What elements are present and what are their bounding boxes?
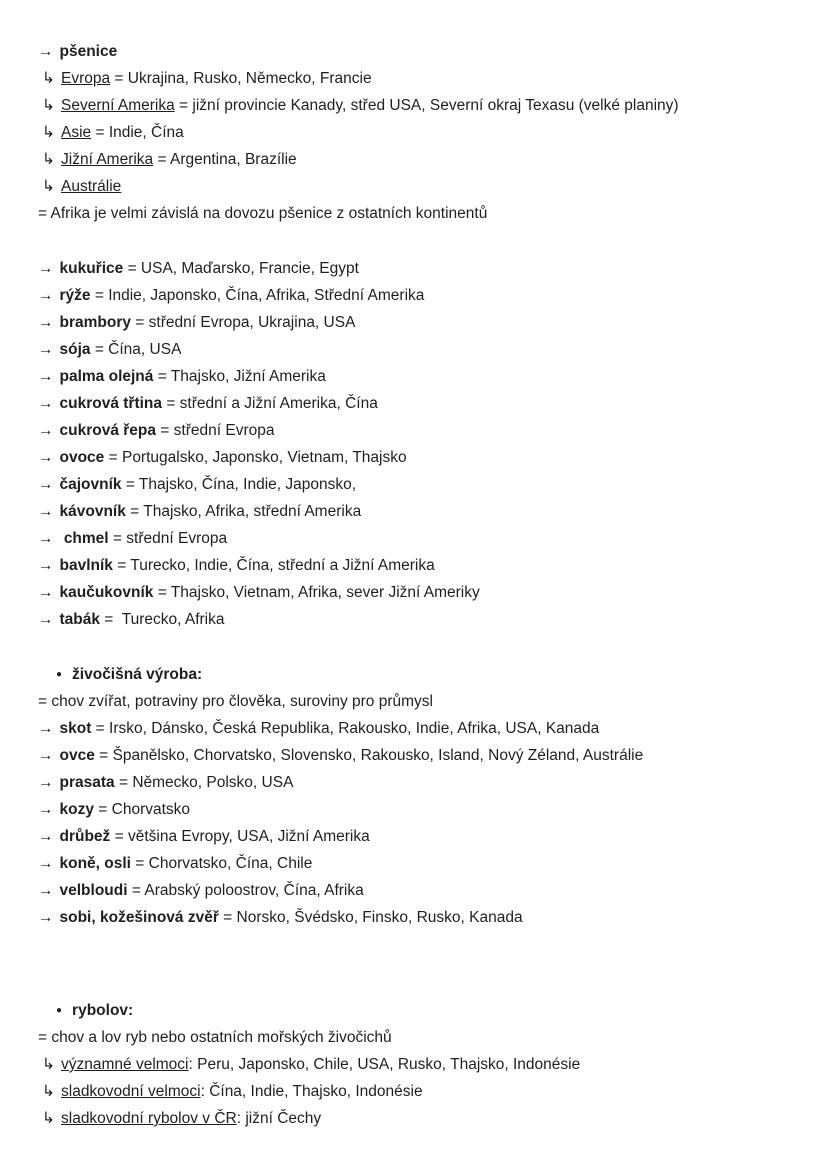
- term-label: skot: [59, 720, 92, 737]
- arrow-icon: →: [38, 476, 54, 493]
- arrow-icon: →: [38, 611, 54, 628]
- term-label: palma olejná: [59, 368, 154, 385]
- subarrow-icon: ↳: [42, 178, 55, 195]
- region-label: Evropa: [61, 70, 111, 87]
- term-label: prasata: [59, 774, 115, 791]
- doc-line: [38, 282, 792, 309]
- line-text: = Thajsko, Jižní Amerika: [153, 368, 326, 385]
- arrow-icon: →: [38, 503, 54, 520]
- term-label: ovce: [59, 747, 95, 764]
- arrow-icon: →: [38, 314, 54, 331]
- line-text: = chov a lov ryb nebo ostatních mořských živočichů: [38, 1029, 392, 1046]
- line-text: = Německo, Polsko, USA: [114, 774, 294, 791]
- term-label: sója: [59, 341, 91, 358]
- region-label: Asie: [61, 124, 92, 141]
- arrow-icon: →: [38, 774, 54, 791]
- subarrow-icon: ↳: [42, 124, 55, 141]
- doc-line: [38, 661, 792, 688]
- region-label: Severní Amerika: [61, 97, 175, 114]
- line-text: = Ukrajina, Rusko, Německo, Francie: [110, 70, 372, 87]
- line-text: = Čína, USA: [90, 341, 182, 358]
- line-text: = Chorvatsko: [93, 801, 191, 818]
- term-label: brambory: [59, 314, 131, 331]
- arrow-icon: →: [38, 530, 54, 547]
- doc-line: [38, 579, 792, 606]
- line-text: = střední Evropa: [108, 530, 228, 547]
- doc-line: [38, 904, 792, 931]
- bullet-icon: ●: [56, 669, 63, 680]
- arrow-icon: →: [38, 368, 54, 385]
- arrow-icon: →: [38, 449, 54, 466]
- line-text: = Turecko, Afrika: [100, 611, 225, 628]
- doc-line: [38, 119, 792, 146]
- doc-line: [38, 796, 792, 823]
- term-label: cukrová řepa: [59, 422, 156, 439]
- term-label: čajovník: [59, 476, 122, 493]
- doc-line: [38, 525, 792, 552]
- line-text: = Afrika je velmi závislá na dovozu pšenice z ostatních kontinentů: [38, 205, 488, 222]
- arrow-icon: →: [38, 287, 54, 304]
- line-text: = Norsko, Švédsko, Finsko, Rusko, Kanada: [218, 909, 523, 926]
- doc-line: [38, 606, 792, 633]
- term-label: kaučukovník: [59, 584, 154, 601]
- line-text: = Argentina, Brazílie: [153, 151, 297, 168]
- arrow-icon: →: [38, 882, 54, 899]
- subarrow-icon: ↳: [42, 97, 55, 114]
- line-text: = většina Evropy, USA, Jižní Amerika: [110, 828, 370, 845]
- region-label: Austrálie: [61, 178, 122, 195]
- arrow-icon: →: [38, 855, 54, 872]
- doc-line: [38, 471, 792, 498]
- arrow-icon: →: [38, 584, 54, 601]
- line-text: = Thajsko, Čína, Indie, Japonsko,: [121, 476, 357, 493]
- region-label: významné velmoci: [61, 1056, 189, 1073]
- doc-line: [38, 255, 792, 282]
- section-psenice: [38, 38, 792, 227]
- doc-line: [38, 336, 792, 363]
- arrow-icon: →: [38, 909, 54, 926]
- line-text: = Portugalsko, Japonsko, Vietnam, Thajsko: [104, 449, 407, 466]
- line-text: = střední a Jižní Amerika, Čína: [162, 395, 378, 412]
- document-content: [38, 38, 792, 1132]
- doc-line: [38, 1105, 792, 1132]
- arrow-icon: →: [38, 720, 54, 737]
- doc-line: [38, 1078, 792, 1105]
- arrow-icon: →: [38, 43, 54, 60]
- line-text: = Thajsko, Afrika, střední Amerika: [125, 503, 362, 520]
- line-text: = chov zvířat, potraviny pro člověka, suroviny pro průmysl: [38, 693, 433, 710]
- line-text: = Turecko, Indie, Čína, střední a Jižní Amerika: [112, 557, 435, 574]
- term-label: koně, osli: [59, 855, 131, 872]
- term-label: chmel: [63, 530, 109, 547]
- doc-line: [38, 769, 792, 796]
- subarrow-icon: ↳: [42, 70, 55, 87]
- arrow-icon: →: [38, 422, 54, 439]
- term-label: sobi, kožešinová zvěř: [59, 909, 219, 926]
- term-label: drůbež: [59, 828, 111, 845]
- term-label: živočišná výroba:: [72, 666, 203, 683]
- line-text: = Chorvatsko, Čína, Chile: [131, 855, 313, 872]
- doc-line: [38, 498, 792, 525]
- doc-line: [38, 146, 792, 173]
- arrow-icon: →: [38, 260, 54, 277]
- doc-line: [38, 997, 792, 1024]
- term-label: velbloudi: [59, 882, 128, 899]
- line-text: = Indie, Čína: [91, 124, 184, 141]
- doc-line: [38, 877, 792, 904]
- term-label: rybolov:: [72, 1002, 134, 1019]
- arrow-icon: →: [38, 801, 54, 818]
- line-text: = střední Evropa: [156, 422, 275, 439]
- doc-line: [38, 742, 792, 769]
- doc-line: [38, 390, 792, 417]
- section-zivocisna-vyroba: [38, 661, 792, 931]
- doc-line: [38, 850, 792, 877]
- arrow-icon: →: [38, 395, 54, 412]
- arrow-icon: →: [38, 341, 54, 358]
- line-text: : Peru, Japonsko, Chile, USA, Rusko, Thajsko, Indonésie: [188, 1056, 581, 1073]
- line-text: = USA, Maďarsko, Francie, Egypt: [123, 260, 359, 277]
- term-label: kozy: [59, 801, 94, 818]
- region-label: sladkovodní velmoci: [61, 1083, 201, 1100]
- arrow-icon: →: [38, 747, 54, 764]
- doc-line: [38, 200, 792, 227]
- term-label: pšenice: [59, 43, 118, 60]
- doc-line: [38, 715, 792, 742]
- doc-line: [38, 65, 792, 92]
- line-text: = Indie, Japonsko, Čína, Afrika, Střední Amerika: [90, 287, 425, 304]
- term-label: kukuřice: [59, 260, 124, 277]
- subarrow-icon: ↳: [42, 1056, 55, 1073]
- term-label: tabák: [59, 611, 100, 628]
- subarrow-icon: ↳: [42, 151, 55, 168]
- line-text: = Thajsko, Vietnam, Afrika, sever Jižní Ameriky: [153, 584, 480, 601]
- doc-line: [38, 417, 792, 444]
- line-text: : jižní Čechy: [236, 1110, 322, 1127]
- line-text: = Španělsko, Chorvatsko, Slovensko, Rakousko, Island, Nový Zéland, Austrálie: [94, 747, 644, 764]
- term-label: kávovník: [59, 503, 126, 520]
- doc-line: [38, 92, 792, 119]
- doc-line: [38, 1024, 792, 1051]
- region-label: sladkovodní rybolov v ČR: [61, 1110, 237, 1127]
- bullet-icon: ●: [56, 1005, 63, 1016]
- term-label: bavlník: [59, 557, 113, 574]
- subarrow-icon: ↳: [42, 1083, 55, 1100]
- section-dalsi-plodiny: [38, 255, 792, 633]
- term-label: cukrová třtina: [59, 395, 163, 412]
- region-label: Jižní Amerika: [61, 151, 154, 168]
- line-text: : Čína, Indie, Thajsko, Indonésie: [200, 1083, 423, 1100]
- doc-line: [38, 444, 792, 471]
- line-text: = jižní provincie Kanady, střed USA, Severní okraj Texasu (velké planiny): [174, 97, 679, 114]
- doc-line: [38, 173, 792, 200]
- doc-line: [38, 309, 792, 336]
- doc-line: [38, 688, 792, 715]
- arrow-icon: →: [38, 828, 54, 845]
- doc-line: [38, 363, 792, 390]
- arrow-icon: →: [38, 557, 54, 574]
- term-label: ovoce: [59, 449, 105, 466]
- line-text: = Arabský poloostrov, Čína, Afrika: [127, 882, 364, 899]
- line-text: = střední Evropa, Ukrajina, USA: [131, 314, 356, 331]
- subarrow-icon: ↳: [42, 1110, 55, 1127]
- section-rybolov: [38, 997, 792, 1132]
- term-label: rýže: [59, 287, 91, 304]
- doc-line: [38, 1051, 792, 1078]
- doc-line: [38, 552, 792, 579]
- line-text: = Irsko, Dánsko, Česká Republika, Rakousko, Indie, Afrika, USA, Kanada: [91, 720, 600, 737]
- doc-line: [38, 823, 792, 850]
- doc-line: [38, 38, 792, 65]
